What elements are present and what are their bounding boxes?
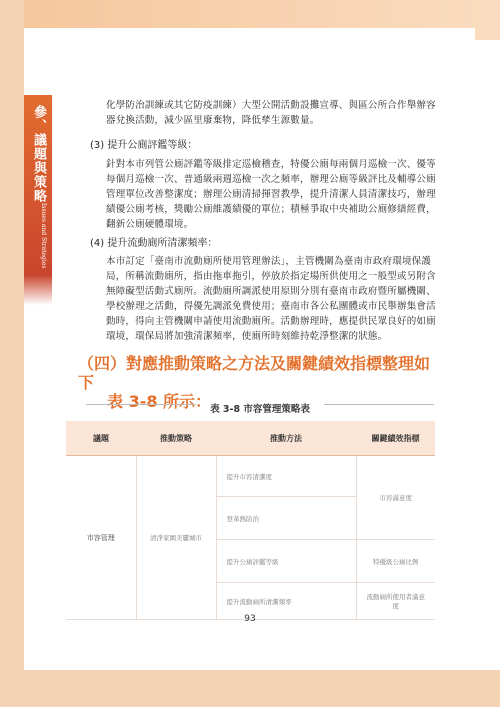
item-4-heading: (4) 提升流動廁所清潔頻率： [90, 238, 218, 249]
strategy-table [66, 421, 435, 620]
item-3-line: 每個月巡檢一次、普通級兩週巡檢一次之頻率，辦理公廁等級評比及輔導公廁 [106, 174, 436, 185]
cell-kpi: 市容滿意度 [356, 456, 435, 540]
item-3-heading: (3) 提升公廁評鑑等級： [90, 140, 198, 151]
intro-line: 化學防治訓練或其它防疫訓練）大型公開活動設攤宣導、與區公所合作舉辦容 [106, 100, 436, 111]
section-heading-line-1: （四）對應推動策略之方法及關鍵績效指標整理如下 [78, 354, 431, 392]
item-3-paragraph [106, 157, 446, 232]
item-3-line: 翻新公廁硬體環境。 [106, 219, 194, 230]
item-4-line: 局，所稱流動廁所，指由拖車拖引，停放於指定場所供使用之一般型或另附含 [106, 271, 436, 282]
header-issue: 議題 [66, 421, 136, 456]
header-kpi: 關鍵績效指標 [356, 421, 435, 456]
item-3-line: 針對本市列管公廁評鑑等級排定巡檢稽查，特優公廁每兩個月巡檢一次、優等 [106, 159, 436, 170]
item-3-line: 管理單位改善整潔度；辦理公廁清掃揮習教學，提升清潔人員清潔技巧，辦理 [106, 189, 436, 200]
item-4-paragraph [106, 254, 446, 344]
item-4-line: 環境，環保局將加強清潔頻率，使廁所時刻維持乾淨整潔的狀態。 [106, 331, 388, 342]
table-header-row [66, 421, 435, 456]
section-heading-line-2: 表 3-8 所示： [107, 392, 212, 411]
cell-strategy: 清淨家園美麗城市 [136, 456, 216, 620]
intro-paragraph [106, 98, 446, 128]
table-caption [86, 397, 434, 415]
item-3-line: 績優公廁考核，獎勵公廁維護績優的單位；積極爭取中央補助公廁修繕經費， [106, 204, 436, 215]
caption-rule-right [324, 404, 434, 405]
item-4-line: 無障礙型活動式廁所。流動廁所調派使用原則分別有臺南市政府暨所屬機關、 [106, 286, 436, 297]
table-caption-text: 表 3-8 市容管理策略表 [210, 404, 310, 415]
item-4-line: 學校辦理之活動，得優先調派免費使用；臺南市各公私團體或市民舉辦集會活 [106, 301, 436, 312]
item-4-line: 動時，得向主管機關申請使用流動廁所。活動辦理時，應提供民眾良好的如廁 [106, 316, 436, 327]
table-row [66, 456, 435, 497]
header-method: 推動方法 [216, 421, 356, 456]
header-strategy: 推動策略 [136, 421, 216, 456]
page-number: 93 [244, 614, 256, 624]
caption-rule-left [86, 404, 196, 405]
cell-kpi: 特優級公廁比例 [356, 540, 435, 583]
intro-line: 器兌換活動，減少區里廢棄物，降低孳生源數量。 [106, 115, 320, 126]
cell-issue: 市容管理 [66, 456, 136, 620]
cell-method: 提升公廁評鑑等級 [216, 540, 356, 583]
item-4-line: 本市訂定「臺南市流動廁所使用管理辦法」，主管機關為臺南市政府環境保護 [106, 256, 432, 267]
chapter-title-en: Issues and Strategies [40, 203, 47, 269]
cell-method: 提升市容清潔度 [216, 456, 356, 497]
cell-method: 登革熱防治 [216, 497, 356, 540]
chapter-title-cn: 參、議題與策略 [31, 105, 46, 203]
cell-kpi: 流動廁所使用者滿意度 [356, 583, 435, 620]
cell-method: 提升流動廁所清潔頻率 [216, 583, 356, 620]
